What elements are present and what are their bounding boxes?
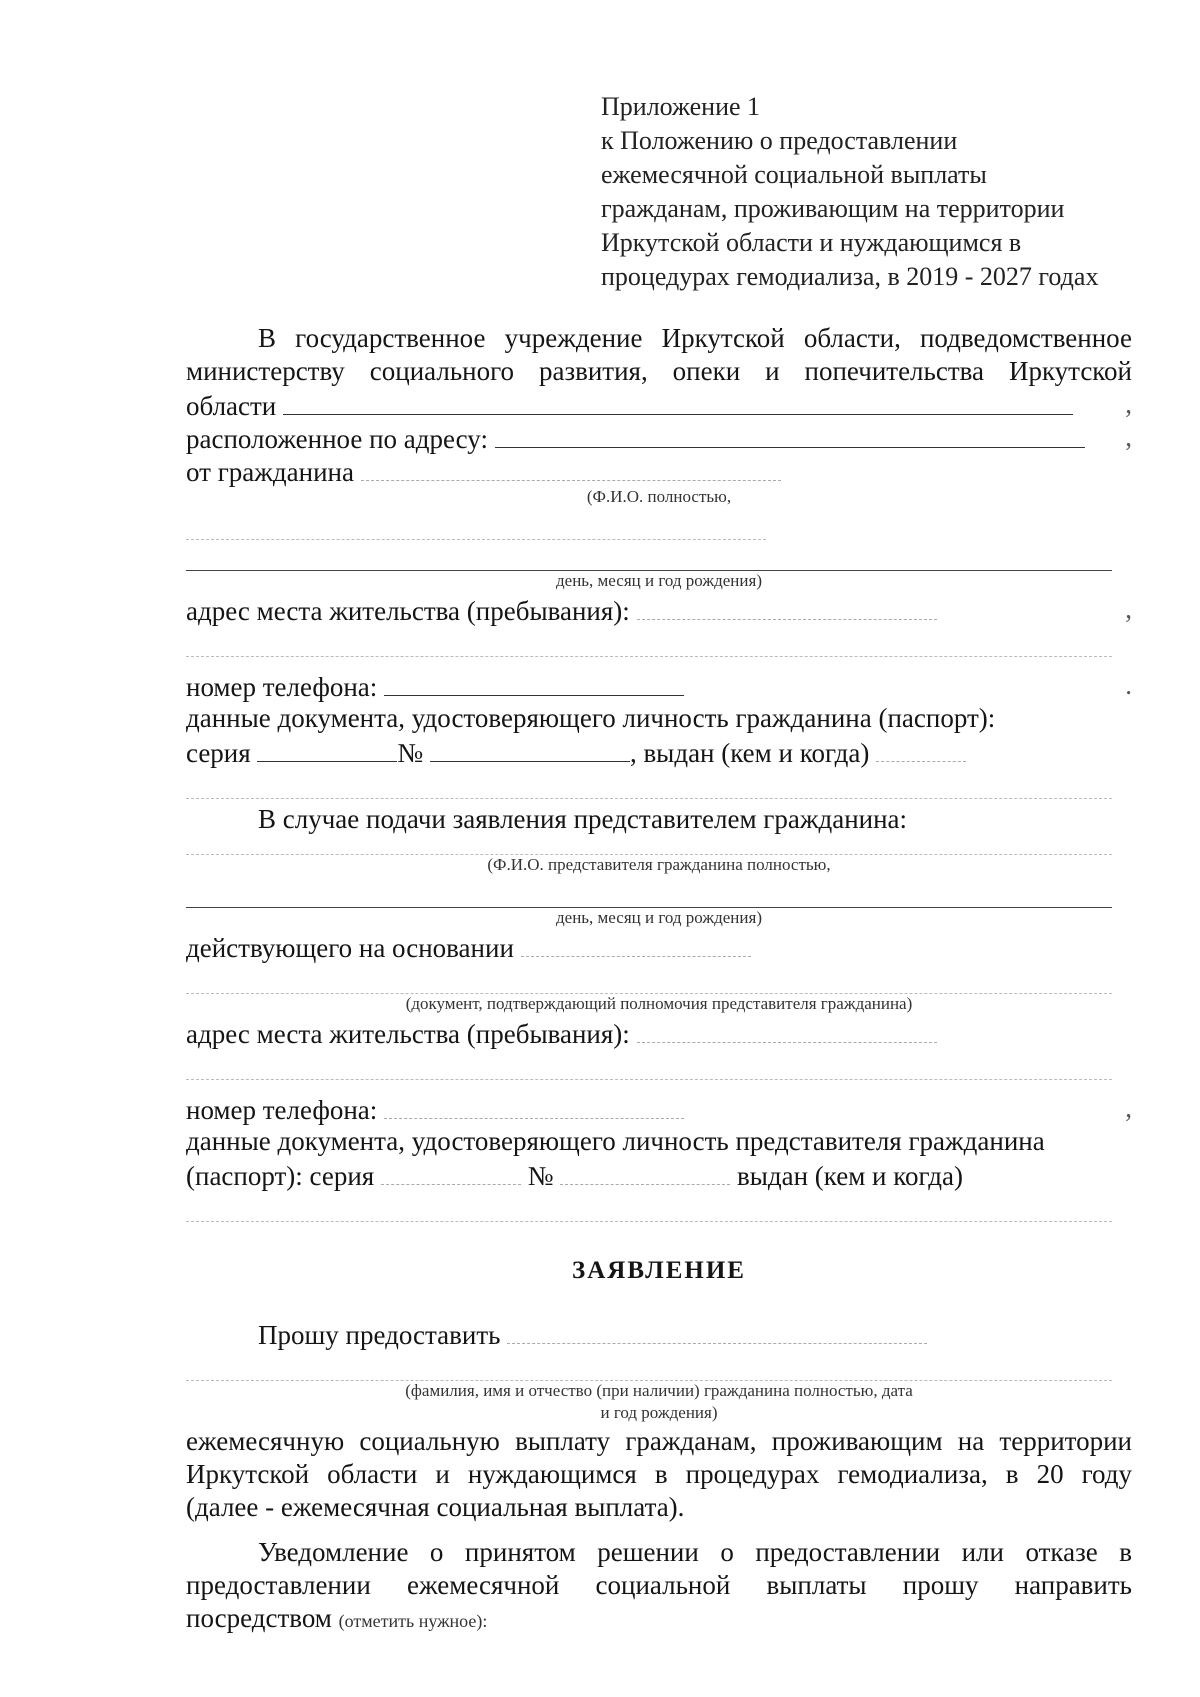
addressee-label: области xyxy=(186,391,277,421)
rep-residence-line xyxy=(186,1016,1132,1049)
statement-title: ЗАЯВЛЕНИЕ xyxy=(572,1257,746,1284)
form-body xyxy=(186,322,1132,1635)
request-line xyxy=(186,1317,1132,1350)
addressee-line-2: министерству социального развития, опеки и попечительства Иркутской xyxy=(186,356,1132,386)
addressee-line-1: В государственное учреждение Иркутской области, подведомственное xyxy=(258,323,1132,353)
residence-label: адрес места жительства (пребывания): xyxy=(186,596,630,626)
passport-number-field[interactable] xyxy=(430,735,630,762)
rep-issued-label: выдан (кем и когда) xyxy=(736,1161,963,1191)
rep-phone-line: номер телефона: , xyxy=(186,1093,1132,1125)
number-label: № xyxy=(397,738,424,768)
notify-label: посредством xyxy=(186,1603,332,1633)
rep-passport-series-field[interactable] xyxy=(381,1158,521,1185)
representative-dob-caption: день, месяц и год рождения) xyxy=(556,908,762,927)
passport-issued-field-2[interactable] xyxy=(186,780,1112,799)
rep-number-label: № xyxy=(527,1161,554,1191)
passport-issued-field[interactable] xyxy=(876,735,966,762)
phone-label: номер телефона: xyxy=(186,672,378,702)
passport-line xyxy=(186,735,1132,768)
notify-text-2: предоставлении ежемесячной социальной выплаты прошу направить xyxy=(186,1570,1132,1600)
notify-text-3 xyxy=(186,1602,1132,1635)
institution-address-field[interactable] xyxy=(495,421,1085,448)
rep-document-line: данные документа, удостоверяющего личность представителя гражданина xyxy=(186,1126,1045,1156)
dob-caption: день, месяц и год рождения) xyxy=(556,571,762,590)
citizen-name-field[interactable] xyxy=(361,454,781,481)
request-recipient-field[interactable] xyxy=(507,1317,927,1344)
recipient-caption-2: и год рождения) xyxy=(600,1403,718,1422)
rep-residence-field-2[interactable] xyxy=(186,1061,1112,1080)
citizen-dob-field[interactable] xyxy=(186,552,1112,571)
residence-line: адрес места жительства (пребывания): , xyxy=(186,594,1132,626)
fio-caption: (Ф.И.О. полностью, xyxy=(586,487,732,506)
basis-label: действующего на основании xyxy=(186,933,514,963)
rep-series-label: (паспорт): серия xyxy=(186,1161,375,1191)
rep-passport-issued-field[interactable] xyxy=(186,1203,1112,1222)
appendix-line: ежемесячной социальной выплаты xyxy=(601,160,987,189)
appendix-line: к Положению о предоставлении xyxy=(601,126,958,155)
appendix-line: процедурах гемодиализа, в 2019 - 2027 годах xyxy=(601,262,1099,291)
rep-residence-label: адрес места жительства (пребывания): xyxy=(186,1019,630,1049)
rep-residence-field[interactable] xyxy=(637,1016,937,1043)
document-line: данные документа, удостоверяющего личность гражданина (паспорт): xyxy=(186,703,996,733)
recipient-caption-1: (фамилия, имя и отчество (при наличии) гражданина полностью, дата xyxy=(405,1381,913,1400)
basis-field[interactable] xyxy=(521,930,751,957)
request-recipient-field-2[interactable] xyxy=(186,1362,1112,1381)
payment-text-3: (далее - ежемесячная социальная выплата). xyxy=(186,1492,685,1522)
representative-intro: В случае подачи заявления представителем гражданина: xyxy=(258,804,908,834)
phone-field[interactable] xyxy=(384,669,684,696)
representative-name-field[interactable] xyxy=(186,836,1112,855)
notify-note: (отметить нужное): xyxy=(338,1611,488,1631)
from-line xyxy=(186,454,1132,487)
appendix-line: Приложение 1 xyxy=(601,92,761,121)
institution-field[interactable] xyxy=(283,388,1073,415)
payment-text-2: Иркутской области и нуждающимся в процедурах гемодиализа, в 20 году xyxy=(186,1459,1132,1489)
request-label: Прошу предоставить xyxy=(258,1320,501,1350)
basis-caption: (документ, подтверждающий полномочия представителя гражданина) xyxy=(405,994,913,1013)
rep-passport-line xyxy=(186,1158,1132,1191)
residence-field-2[interactable] xyxy=(186,638,1112,657)
phone-line: номер телефона: . xyxy=(186,670,1132,702)
notify-text-1: Уведомление о принятом решении о предоставлении или отказе в xyxy=(258,1537,1132,1567)
basis-line xyxy=(186,930,1132,963)
passport-series-field[interactable] xyxy=(257,735,397,762)
basis-field-2[interactable] xyxy=(186,975,1112,994)
appendix-line: Иркутской области и нуждающимся в xyxy=(601,228,1022,257)
residence-field[interactable] xyxy=(637,593,937,620)
from-label: от гражданина xyxy=(186,457,354,487)
address-label: расположенное по адресу: xyxy=(186,424,488,454)
addressee-line-3: области , xyxy=(186,389,1132,421)
citizen-name-field-2[interactable] xyxy=(186,521,766,540)
issued-label: , выдан (кем и когда) xyxy=(629,738,870,768)
representative-dob-field[interactable] xyxy=(186,889,1112,908)
rep-phone-label: номер телефона: xyxy=(186,1095,378,1125)
payment-text-1: ежемесячную социальную выплату гражданам, проживающим на территории xyxy=(186,1426,1132,1456)
appendix-line: гражданам, проживающим на территории xyxy=(601,194,1065,223)
rep-passport-number-field[interactable] xyxy=(560,1158,730,1185)
address-line: расположенное по адресу: , xyxy=(186,422,1132,454)
rep-phone-field[interactable] xyxy=(384,1092,684,1119)
representative-fio-caption: (Ф.И.О. представителя гражданина полностью, xyxy=(487,855,831,874)
appendix-reference xyxy=(601,90,1161,294)
series-label: серия xyxy=(186,738,251,768)
